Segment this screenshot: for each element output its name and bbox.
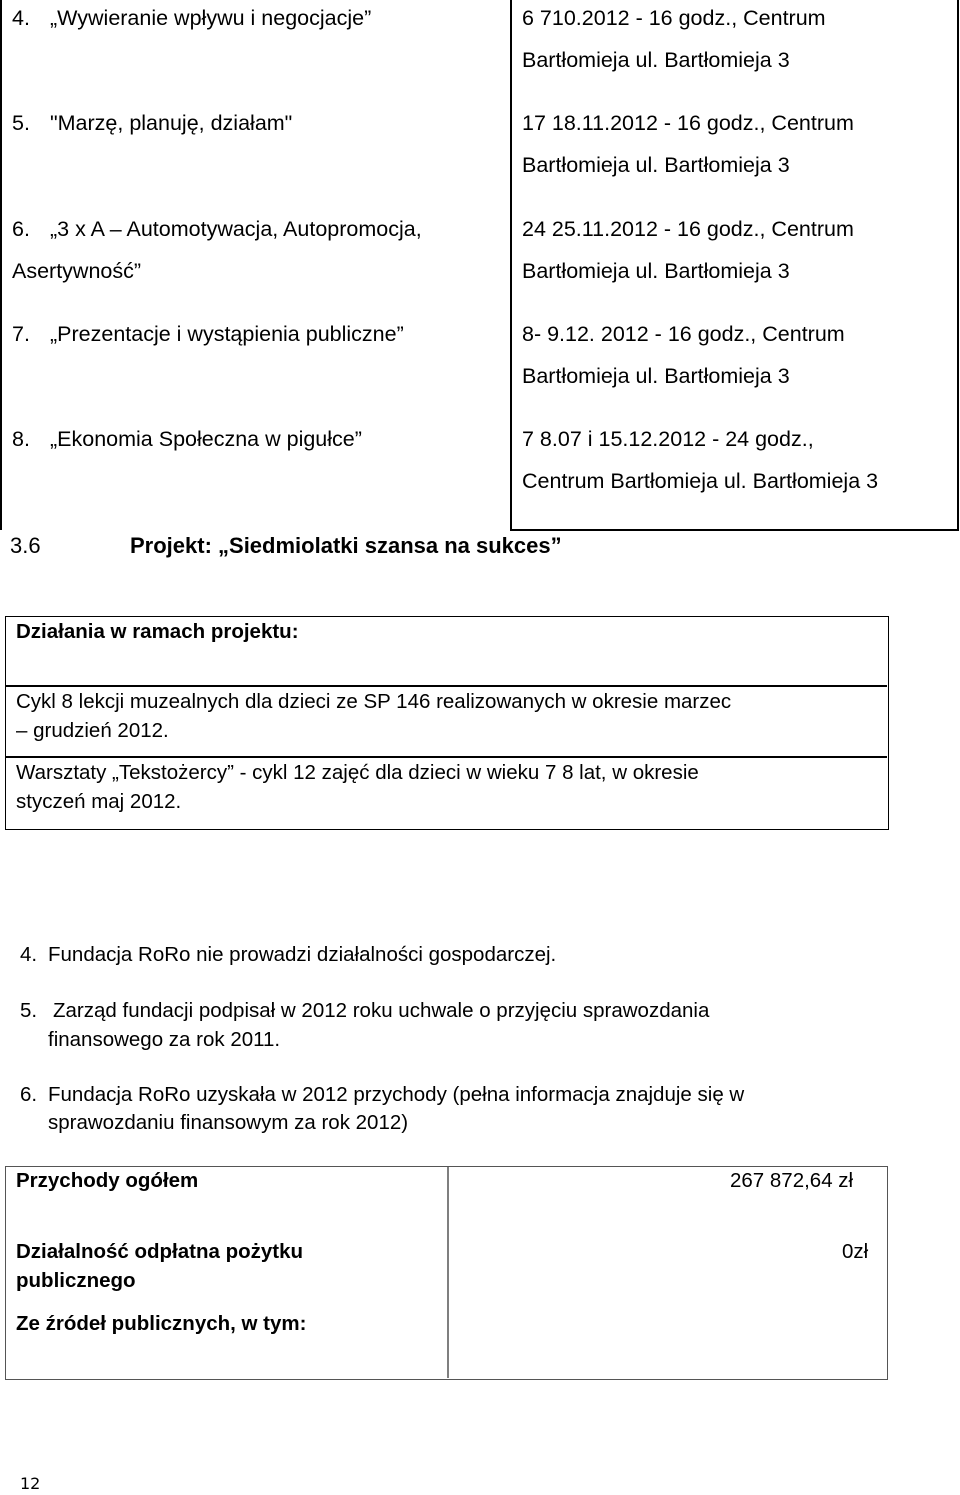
row-place: Bartłomieja ul. Bartłomieja 3 [522,364,790,388]
row-title: „Wywieranie wpływu i negocjacje” [50,6,372,30]
point-number: 5. [20,999,38,1022]
section-number: 3.6 [10,533,41,558]
row-title: "Marzę, planuję, działam" [50,111,293,135]
finance-table [5,1166,888,1380]
point-text: Fundacja RoRo uzyskała w 2012 przychody (pełna informacja znajduje się w [48,1083,745,1106]
point-text-continued: sprawozdaniu finansowym za rok 2012) [48,1111,409,1134]
page-number: 12 [20,1474,41,1493]
row-title: „Ekonomia Społeczna w pigułce” [50,427,362,451]
point-text-continued: finansowego za rok 2011. [48,1028,281,1051]
finance-column-divider [447,1167,449,1378]
finance-value: 267 872,64 zł [730,1169,854,1192]
row-number: 5. [12,111,30,135]
row-number: 4. [12,6,30,30]
row-title: „3 x A – Automotywacja, Autopromocja, [50,217,422,241]
finance-value: 0zł [842,1240,869,1263]
point-number: 6. [20,1083,38,1106]
activity-item: Warsztaty „Tekstożercy” - cykl 12 zajęć dla dzieci w wieku 7 8 lat, w okresie [16,761,699,784]
point-text: Fundacja RoRo nie prowadzi działalności gospodarczej. [48,943,557,966]
table-column-divider [510,0,512,530]
row-date: 7 8.07 i 15.12.2012 - 24 godz., [522,427,814,451]
row-place: Bartłomieja ul. Bartłomieja 3 [522,259,790,283]
activities-header: Działania w ramach projektu: [16,620,299,643]
row-date: 8- 9.12. 2012 - 16 godz., Centrum [522,322,845,346]
finance-label: Działalność odpłatna pożytku [16,1240,304,1263]
row-place: Bartłomieja ul. Bartłomieja 3 [522,48,790,72]
finance-label: Ze źródeł publicznych, w tym: [16,1312,307,1335]
row-date: 6 710.2012 - 16 godz., Centrum [522,6,826,30]
finance-label: Przychody ogółem [16,1169,199,1192]
section-title: Projekt: „Siedmiolatki szansa na sukces” [130,533,562,558]
table-right-border [957,0,959,530]
table-left-border [0,0,2,530]
point-number: 4. [20,943,38,966]
row-number: 8. [12,427,30,451]
row-number: 7. [12,322,30,346]
activity-item-continued: styczeń maj 2012. [16,790,182,813]
finance-label-continued: publicznego [16,1269,136,1292]
row-date: 17 18.11.2012 - 16 godz., Centrum [522,111,854,135]
activity-item-continued: – grudzień 2012. [16,719,169,742]
row-number: 6. [12,217,30,241]
row-place: Centrum Bartłomieja ul. Bartłomieja 3 [522,469,879,493]
point-text: Zarząd fundacji podpisał w 2012 roku uchwale o przyjęciu sprawozdania [53,999,710,1022]
row-title-continued: Asertywność” [12,259,142,283]
table-bottom-border-right [510,529,959,531]
row-title: „Prezentacje i wystąpienia publiczne” [50,322,404,346]
row-place: Bartłomieja ul. Bartłomieja 3 [522,153,790,177]
row-date: 24 25.11.2012 - 16 godz., Centrum [522,217,854,241]
activity-item: Cykl 8 lekcji muzealnych dla dzieci ze SP 146 realizowanych w okresie marzec [16,690,732,713]
